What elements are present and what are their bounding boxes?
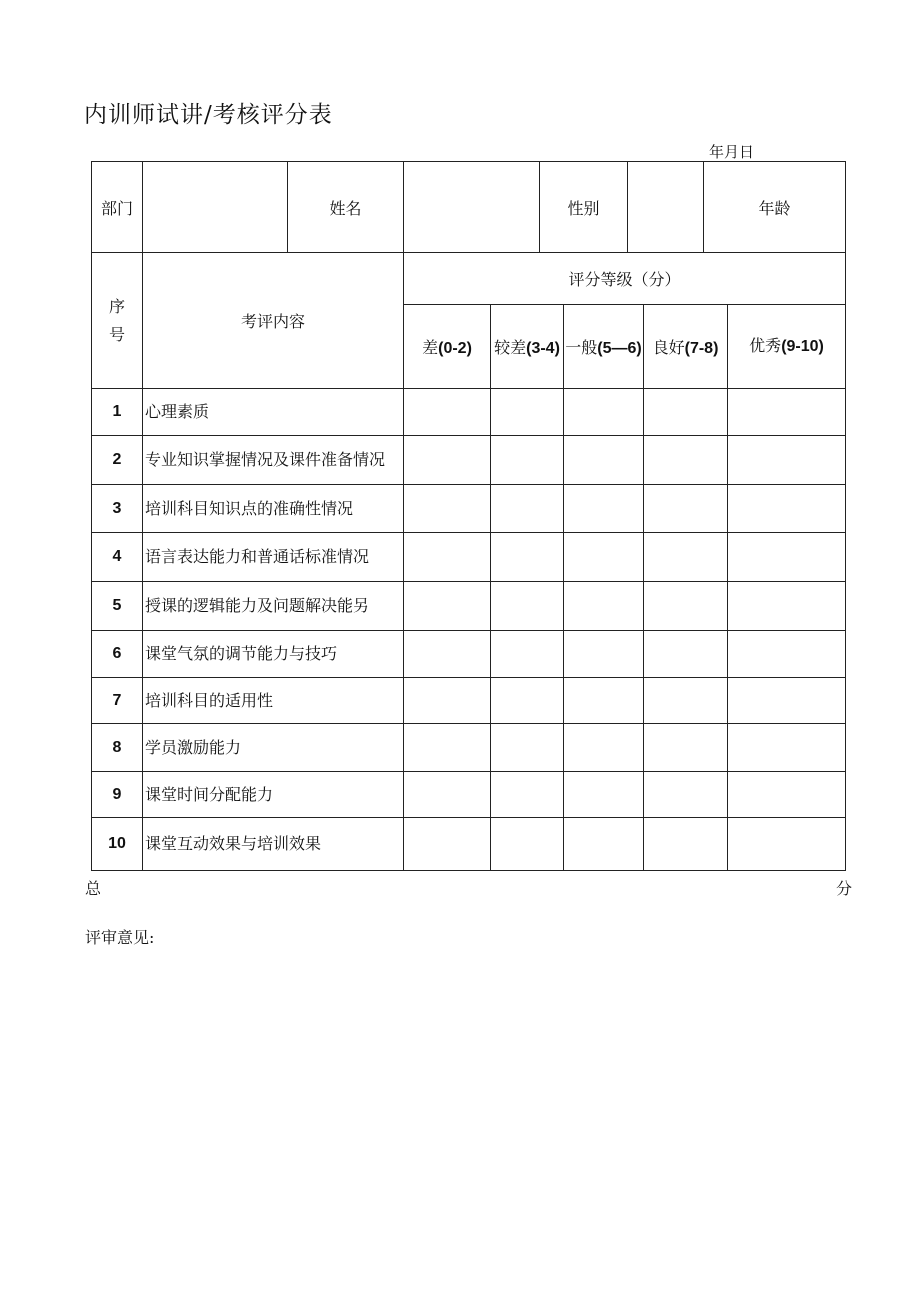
score-cell[interactable] xyxy=(564,631,644,678)
table-row xyxy=(92,724,846,772)
score-cell[interactable] xyxy=(491,724,564,772)
row-item: 心理素质 xyxy=(143,389,404,436)
score-cell[interactable] xyxy=(644,818,728,871)
date-label: 年月日 xyxy=(709,143,755,161)
row-item: 语言表达能力和普通话标准情况 xyxy=(143,533,404,582)
score-cell[interactable] xyxy=(564,678,644,724)
score-cell[interactable] xyxy=(564,582,644,631)
score-cell[interactable] xyxy=(644,436,728,485)
score-cell[interactable] xyxy=(564,818,644,871)
score-cell[interactable] xyxy=(728,533,846,582)
review-comments-label: 评审意见: xyxy=(85,928,155,947)
score-cell[interactable] xyxy=(564,533,644,582)
score-cell[interactable] xyxy=(404,436,491,485)
score-cell[interactable] xyxy=(491,818,564,871)
dept-field[interactable] xyxy=(143,162,288,253)
grade-good: 良好(7-8) xyxy=(644,305,728,389)
score-cell[interactable] xyxy=(404,389,491,436)
score-cell[interactable] xyxy=(491,533,564,582)
table-row xyxy=(92,389,846,436)
score-cell[interactable] xyxy=(728,582,846,631)
score-cell[interactable] xyxy=(728,485,846,533)
age-label: 年龄 xyxy=(758,198,791,218)
seq-header xyxy=(92,253,143,389)
age-field[interactable] xyxy=(704,162,846,253)
scoring-table xyxy=(91,161,846,871)
row-item: 授课的逻辑能力及问题解决能另 xyxy=(143,582,404,631)
grade-header: 评分等级（分） xyxy=(404,253,846,305)
score-cell[interactable] xyxy=(564,389,644,436)
content-header: 考评内容 xyxy=(143,253,404,389)
score-cell[interactable] xyxy=(644,389,728,436)
score-cell[interactable] xyxy=(728,724,846,772)
row-item: 课堂互动效果与培训效果 xyxy=(143,818,404,871)
score-cell[interactable] xyxy=(404,724,491,772)
row-item: 课堂气氛的调节能力与技巧 xyxy=(143,631,404,678)
row-number: 4 xyxy=(92,533,143,582)
row-item: 专业知识掌握情况及课件准备情况 xyxy=(143,436,404,485)
score-cell[interactable] xyxy=(491,436,564,485)
score-cell[interactable] xyxy=(644,724,728,772)
score-cell[interactable] xyxy=(404,582,491,631)
score-cell[interactable] xyxy=(728,436,846,485)
row-number: 10 xyxy=(92,818,143,871)
table-row xyxy=(92,533,846,582)
row-number: 5 xyxy=(92,582,143,631)
score-cell[interactable] xyxy=(644,678,728,724)
total-label-left: 总 xyxy=(85,879,102,898)
info-row xyxy=(92,162,846,253)
score-cell[interactable] xyxy=(491,485,564,533)
gender-field[interactable] xyxy=(628,162,704,253)
score-cell[interactable] xyxy=(728,678,846,724)
name-label: 姓名 xyxy=(288,162,404,253)
score-cell[interactable] xyxy=(644,533,728,582)
row-number: 6 xyxy=(92,631,143,678)
row-item: 课堂时间分配能力 xyxy=(143,772,404,818)
score-cell[interactable] xyxy=(644,772,728,818)
row-number: 2 xyxy=(92,436,143,485)
score-cell[interactable] xyxy=(404,631,491,678)
score-cell[interactable] xyxy=(564,485,644,533)
seq-label-2: 号 xyxy=(108,324,125,344)
score-cell[interactable] xyxy=(404,818,491,871)
grade-average: 一般(5—6) xyxy=(564,305,644,389)
table-row xyxy=(92,436,846,485)
score-cell[interactable] xyxy=(728,772,846,818)
row-item: 培训科目的适用性 xyxy=(143,678,404,724)
page-title: 内训师试讲/考核评分表 xyxy=(84,102,333,128)
table-row xyxy=(92,818,846,871)
score-cell[interactable] xyxy=(491,772,564,818)
score-cell[interactable] xyxy=(404,772,491,818)
table-row xyxy=(92,678,846,724)
name-field[interactable] xyxy=(404,162,540,253)
row-item: 培训科目知识点的准确性情况 xyxy=(143,485,404,533)
score-cell[interactable] xyxy=(644,485,728,533)
table-row xyxy=(92,582,846,631)
score-cell[interactable] xyxy=(404,678,491,724)
score-cell[interactable] xyxy=(491,389,564,436)
row-number: 3 xyxy=(92,485,143,533)
score-cell[interactable] xyxy=(644,582,728,631)
total-label-right: 分 xyxy=(836,879,853,898)
score-cell[interactable] xyxy=(564,724,644,772)
score-cell[interactable] xyxy=(404,533,491,582)
score-cell[interactable] xyxy=(728,818,846,871)
table-row xyxy=(92,631,846,678)
score-cell[interactable] xyxy=(728,389,846,436)
score-cell[interactable] xyxy=(491,631,564,678)
score-cell[interactable] xyxy=(564,772,644,818)
grade-header-row xyxy=(92,253,846,305)
row-number: 7 xyxy=(92,678,143,724)
seq-label-1: 序 xyxy=(108,296,125,316)
score-cell[interactable] xyxy=(728,631,846,678)
dept-label: 部门 xyxy=(92,162,143,253)
score-cell[interactable] xyxy=(491,678,564,724)
score-cell[interactable] xyxy=(404,485,491,533)
grade-below-average: 较差(3-4) xyxy=(491,305,564,389)
row-item: 学员激励能力 xyxy=(143,724,404,772)
table-row xyxy=(92,485,846,533)
row-number: 1 xyxy=(92,389,143,436)
score-cell[interactable] xyxy=(564,436,644,485)
score-cell[interactable] xyxy=(491,582,564,631)
grade-excellent: 优秀(9-10) xyxy=(728,305,846,389)
table-row xyxy=(92,772,846,818)
row-number: 8 xyxy=(92,724,143,772)
gender-label: 性别 xyxy=(540,162,628,253)
score-cell[interactable] xyxy=(644,631,728,678)
grade-poor: 差(0-2) xyxy=(404,305,491,389)
row-number: 9 xyxy=(92,772,143,818)
